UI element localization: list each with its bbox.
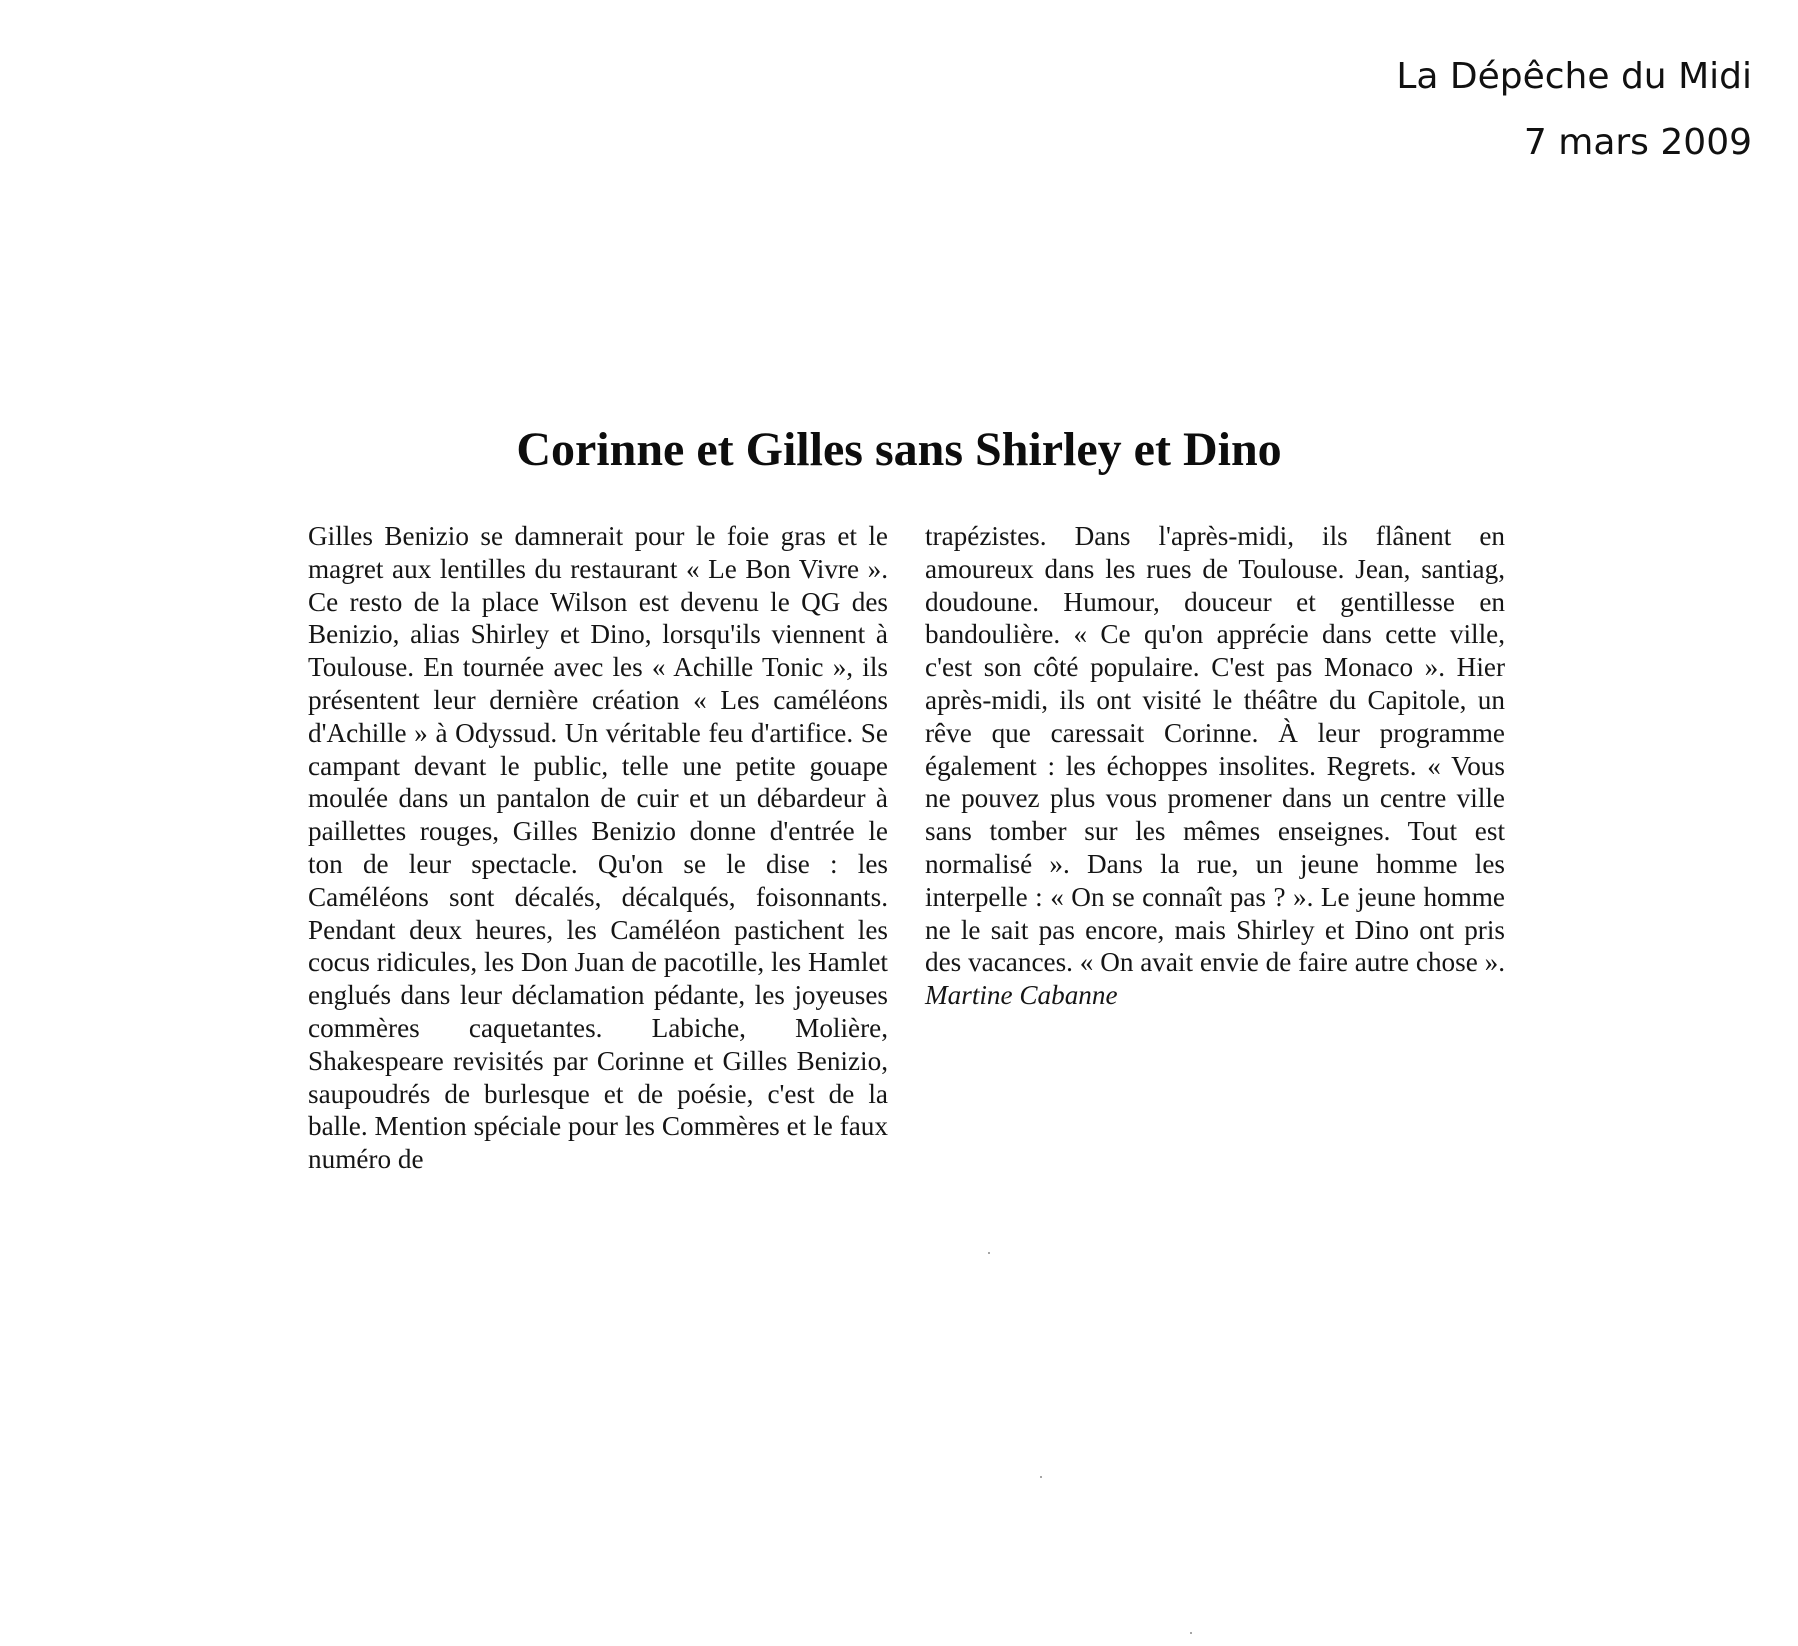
article-body <box>308 520 1505 1320</box>
article-text-left: Gilles Benizio se damnerait pour le foie gras et le magret aux lentilles du restaurant « Le Bon Vivre ». Ce resto de la place Wilson est devenu le QG des Benizio, alias Shirley et Dino, lorsqu'ils viennent à Toulouse. En tournée avec les « Achille Tonic », ils présentent leur dernière création « Les caméléons d'Achille » à Odyssud. Un véritable feu d'artifice. Se campant devant le public, telle une petite gouape moulée dans un pantalon de cuir et un débardeur à paillettes rouges, Gilles Benizio donne d'entrée le ton de leur spectacle. Qu'on se le dise : les Caméléons sont décalés, décalqués, foisonnants. Pendant deux heures, les Caméléon pastichent les cocus ridicules, les Don Juan de pacotille, les Hamlet englués dans leur déclamation pédante, les joyeuses commères caquetantes. Labiche, Molière, Shakespeare revisités par Corinne et Gilles Benizio, saupoudrés de burlesque et de poésie, c'est de la balle. Mention spéciale pour les Commères et le faux numéro de <box>308 521 888 1175</box>
article-column-left <box>308 520 888 1176</box>
article-column-right <box>925 520 1505 1012</box>
scan-speck <box>1190 1632 1192 1634</box>
article-author: Martine Cabanne <box>925 980 1118 1011</box>
masthead <box>1396 44 1752 176</box>
article-text-right: trapézistes. Dans l'après-midi, ils flânent en amoureux dans les rues de Toulouse. Jean, santiag, doudoune. Humour, douceur et gentillesse en bandoulière. « Ce qu'on apprécie dans cette ville, c'est son côté populaire. C'est pas Monaco ». Hier après-midi, ils ont visité le théâtre du Capitole, un rêve que caressait Corinne. À leur programme également : les échoppes insolites. Regrets. « Vous ne pouvez plus vous promener dans un centre ville sans tomber sur les mêmes enseignes. Tout est normalisé ». Dans la rue, un jeune homme les interpelle : « On se connaît pas ? ». Le jeune homme ne le sait pas encore, mais Shirley et Dino ont pris des vacances. « On avait envie de faire autre chose ». <box>925 521 1505 978</box>
scan-speck <box>988 1252 990 1254</box>
publication-date: 7 mars 2009 <box>1523 122 1752 163</box>
scan-speck <box>1040 1476 1042 1478</box>
publication-name: La Dépêche du Midi <box>1396 56 1752 97</box>
article-headline: Corinne et Gilles sans Shirley et Dino <box>516 423 1282 476</box>
